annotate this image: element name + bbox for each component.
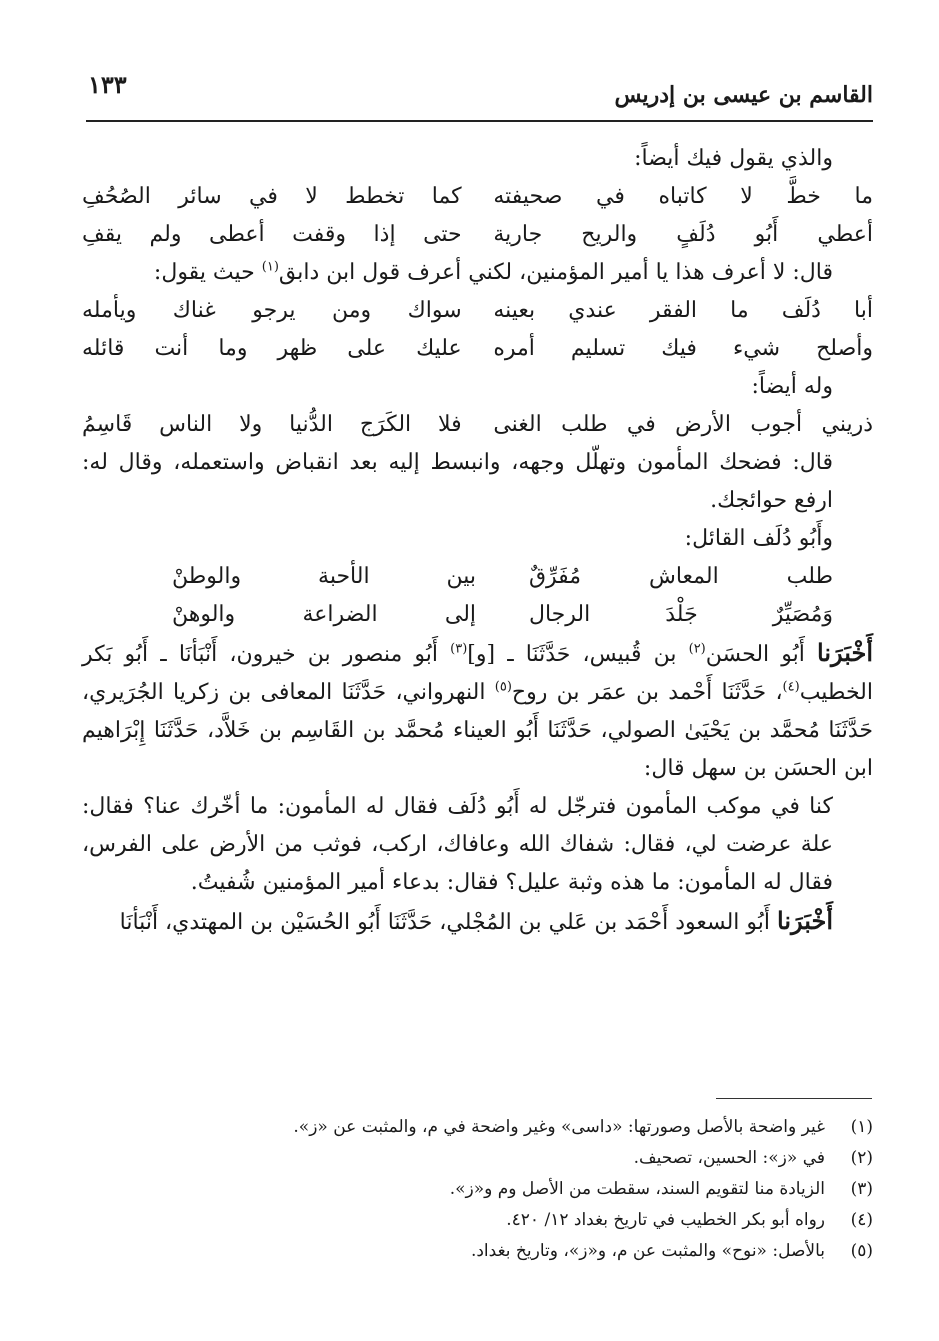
footnote-number: (٣) — [850, 1179, 873, 1199]
paragraph-qala — [82, 254, 873, 292]
verse-line — [82, 216, 873, 254]
akhbarana-lead: أَخْبَرَنا — [817, 638, 873, 667]
footnote-text: في «ز»: الحسين، تصحيف. — [633, 1148, 825, 1168]
isnad-paragraph — [82, 902, 873, 942]
paragraph-laughter: قال: فضحك المأمون وتهلّل وجهه، وانبسط إليه بعد انقباض واستعمله، وقال له: ارفع حوائجك. — [82, 450, 833, 513]
verse-hemistich-first: وأصلح شيء فيك تسليم أمره — [493, 336, 873, 361]
verse-hemistich-first: أعطي أَبُو دُلَفٍ والريح جارية — [493, 222, 873, 247]
footnote-ref: (٥) — [494, 679, 512, 695]
verse-line — [82, 406, 873, 444]
paragraph-intro: والذي يقول فيك أيضاً: — [634, 146, 833, 171]
verse-line — [82, 178, 873, 216]
paragraph-abu-dulaf: وأَبُو دُلَف القائل: — [684, 526, 833, 551]
paragraph-wa-lahu: وله أيضاً: — [751, 374, 833, 399]
verse-hemistich-second: عليك على ظهر وما أنت قائله — [82, 336, 462, 361]
story-paragraph: كنا في موكب المأمون فترجّل له أَبُو دُلَف فقال له المأمون: ما أخّرك عنا؟ فقال: علة عرضت لي، فقال: شفاك الله وعافاك، اركب، فوثب من الأرض على الفرس، فقال له المأمون: ما هذه وثبة عليل؟ فقال: بدعاء أمير المؤمنين شُفيتُ. — [82, 794, 833, 895]
footnotes — [82, 1112, 873, 1267]
verse-hemistich-second: حتى إذا وقفت أعطى ولم يقفِ — [82, 222, 462, 247]
footnote — [82, 1143, 873, 1174]
header-rule — [86, 120, 873, 122]
verse-hemistich-second: فلا الكَرَج الدُّنيا ولا الناس قَاسِمُ — [82, 412, 462, 437]
footnote-number: (٤) — [850, 1210, 873, 1230]
verse-hemistich-second: إلى الضراعة والوهنْ — [172, 602, 477, 627]
text-run: ، حَدَّثَنَا أَحْمد بن عمَر بن روح — [511, 680, 783, 705]
page-number: ١٣٣ — [88, 70, 127, 99]
footnote-ref: (٤) — [782, 679, 800, 695]
footnote-number: (٥) — [850, 1241, 873, 1261]
text-run: النهرواني، حَدَّثَنَا المعافى بن زكريا الجُرَيري، حَدَّثَنَا مُحمَّد بن يَحْيَىٰ الصولي، حَدَّثَنَا أَبُو العيناء مُحمَّد بن القَاسِم بن خَلاَّد، حَدَّثَنَا إِبْرَاهيم ابن الحسَن بن سهل قال: — [82, 680, 873, 781]
running-head: القاسم بن عيسى بن إدريس — [614, 82, 873, 108]
text-run: أَبُو الحسَن — [705, 642, 818, 667]
verse-line — [82, 292, 873, 330]
footnote-text: رواه أبو بكر الخطيب في تاريخ بغداد ١٢/ ٤٢٠. — [506, 1210, 825, 1230]
text-run: بن قُبيس، حَدَّثَنَا ـ [و] — [467, 642, 689, 667]
verse-hemistich-first: ذريني أجوب الأرض في طلب الغنى — [493, 412, 873, 437]
footnote — [82, 1236, 873, 1267]
verse-hemistich-first: طلب المعاش مُفَرِّقٌ — [528, 564, 833, 589]
verse-hemistich-first: ما خطَّ لا كاتباه في صحيفته — [493, 184, 873, 209]
footnote-text: بالأصل: «نوح» والمثبت عن م، و«ز»، وتاريخ بغداد. — [470, 1241, 825, 1261]
verse-hemistich-first: أبا دُلَف ما الفقر عندي بعينه — [493, 298, 873, 323]
verse-line — [82, 596, 873, 634]
footnote-rule — [716, 1098, 872, 1099]
text-run: أَبُو السعود أَحْمَد بن عَلي بن المُجْلي، حَدَّثَنَا أَبُو الحُسَيْن بن المهتدي، أَنْبَأنَا — [119, 910, 778, 935]
footnote-ref: (٣) — [450, 641, 468, 657]
footnote-text: غير واضحة بالأصل وصورتها: «داسى» وغير واضحة في م، والمثبت عن «ز». — [293, 1117, 825, 1137]
footnote-ref: (٢) — [688, 641, 706, 657]
main-text — [82, 140, 873, 942]
footnote — [82, 1112, 873, 1143]
text-run: قال: لا أعرف هذا يا أمير المؤمنين، لكني أعرف قول ابن دابق — [278, 260, 833, 285]
text-run: أَبُو منصور بن خيرون، أَنْبَأنَا ـ أَبُو بَكر الخطيب — [82, 642, 873, 705]
verse-line — [82, 558, 873, 596]
verse-hemistich-first: وَمُصَيِّرٌ جَلْدَ الرجال — [528, 602, 833, 627]
footnote — [82, 1174, 873, 1205]
text-run: حيث يقول: — [153, 260, 262, 285]
akhbarana-lead: أَخْبَرَنا — [777, 906, 833, 935]
footnote — [82, 1205, 873, 1236]
footnote-ref: (١) — [261, 259, 279, 275]
footnote-number: (٢) — [850, 1148, 873, 1168]
verse-hemistich-second: كما تخطط لا في سائر الصُحُفِ — [82, 184, 462, 209]
verse-hemistich-second: بين الأحبة والوطنْ — [172, 564, 477, 589]
footnote-text: الزيادة منا لتقويم السند، سقطت من الأصل وم و«ز». — [449, 1179, 825, 1199]
isnad-paragraph — [82, 634, 873, 788]
footnote-number: (١) — [850, 1117, 873, 1137]
verse-line — [82, 330, 873, 368]
verse-hemistich-second: سواك ومن يرجو غناك ويأمله — [82, 298, 462, 323]
